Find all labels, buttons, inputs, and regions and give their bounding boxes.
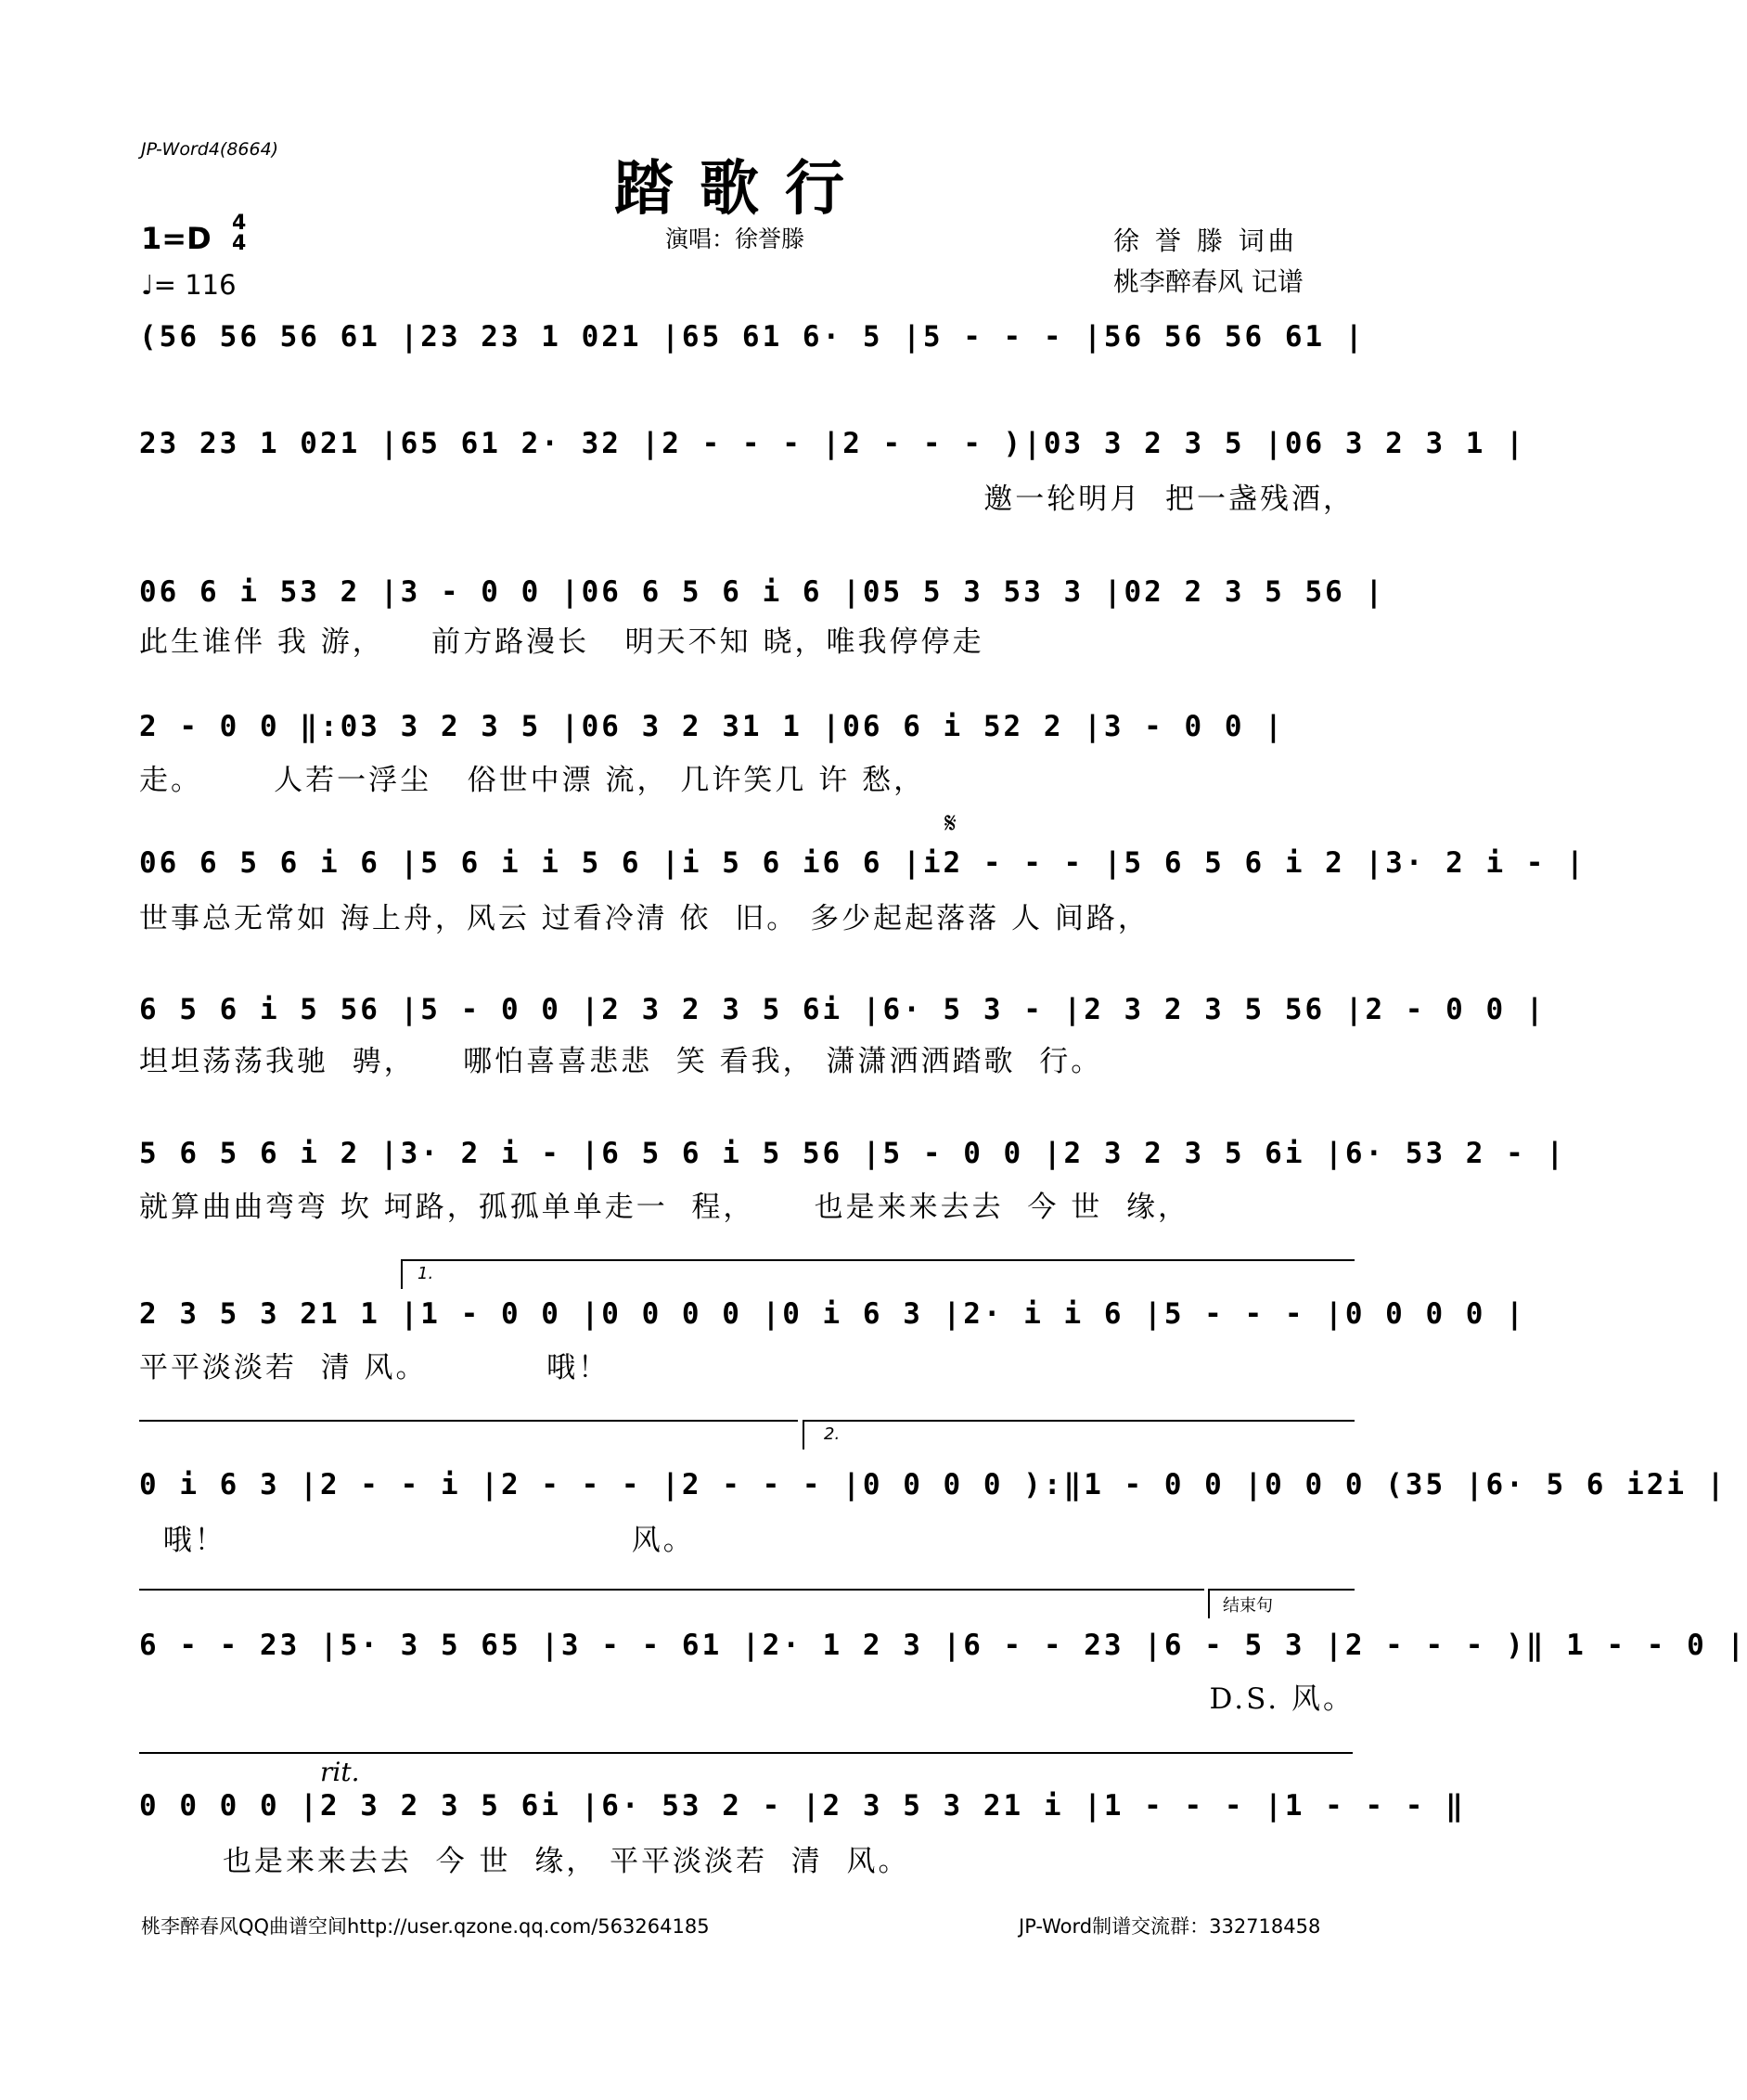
system-notes: 2 3 5 3 21 1 |1 - 0 0 |0 0 0 0 |0 i 6 3 |2· i i 6 |5 - - - |0 0 0 0 | [139,1297,1526,1331]
system-notes: 6 5 6 i 5 56 |5 - 0 0 |2 3 2 3 5 6i |6· 5 3 - |2 3 2 3 5 56 |2 - 0 0 | [139,993,1547,1026]
staff-line-top [139,1420,798,1422]
system-notes: 0 i 6 3 |2 - - i |2 - - - |2 - - - |0 0 0 0 ):‖1 - 0 0 |0 0 0 (35 |6· 5 6 i2i | [139,1468,1728,1501]
score-system-2 [139,427,1526,538]
time-signature [232,213,246,254]
score-system-6 [139,993,1547,1104]
footer-right-credit: JP-Word制谱交流群：332718458 [1019,1915,1321,1938]
system-lyrics: D.S. 风。 [1209,1682,1355,1716]
system-notes: 2 - 0 0 ‖:03 3 2 3 5 |06 3 2 31 1 |06 6 i 52 2 |3 - 0 0 | [139,710,1285,743]
staff-line-top [139,1752,1353,1754]
volta-bracket-2 [803,1420,1355,1449]
system-lyrics: 就算曲曲弯弯 坎 坷路，孤孤单单走一 程， 也是来来去去 今 世 缘， [139,1191,1189,1224]
system-lyrics: 也是来来去去 今 世 缘， 平平淡淡若 清 风。 [139,1845,910,1878]
system-lyrics: 平平淡淡若 清 风。 哦！ [139,1351,610,1385]
system-lyrics: 世事总无常如 海上舟，风云 过看冷清 依 旧。 多少起起落落 人 间路， [139,902,1150,935]
volta-label-1: 1. [417,1264,434,1283]
system-lyrics: 哦！ 风。 [139,1524,695,1557]
system-notes: 6 - - 23 |5· 3 5 65 |3 - - 61 |2· 1 2 3 |6 - - 23 |6 - 5 3 |2 - - - )‖ 1 - - 0 | [139,1629,1747,1662]
score-system-9 [139,1468,1728,1579]
score-system-7 [139,1137,1567,1248]
system-notes: 06 6 5 6 i 6 |5 6 i i 5 6 |i 5 6 i6 6 |i2 - - - |5 6 5 6 i 2 |3· 2 i - | [139,846,1586,880]
system-notes: (56 56 56 61 |23 23 1 021 |65 61 6· 5 |5 - - - |56 56 56 61 | [139,320,1366,354]
ritardando-mark: rit. [320,1757,360,1787]
footer-left-credit: 桃李醉春风QQ曲谱空间http://user.qzone.qq.com/563264185 [141,1915,710,1938]
segno-sign: 𝄋 [944,807,957,840]
time-signature-bottom: 4 [232,232,247,255]
song-title: 踏歌行 [614,154,870,224]
key-signature: 1=D [141,221,212,256]
singer-credit: 演唱：徐誉滕 [665,225,805,252]
time-signature-top: 4 [232,212,247,235]
staff-line-top [139,1589,1204,1591]
score-system-5 [139,846,1586,958]
volta-label-2: 2. [824,1424,841,1444]
system-lyrics: 坦坦荡荡我驰 骋， 哪怕喜喜悲悲 笑 看我， 潇潇洒洒踏歌 行。 [139,1045,1103,1078]
volta-bracket-1 [401,1259,1355,1289]
version-label: JP-Word4(8664) [141,139,279,160]
tempo-marking: ♩= 116 [141,269,237,301]
score-system-11 [139,1789,1466,1900]
system-notes: 23 23 1 021 |65 61 2· 32 |2 - - - |2 - - - )|03 3 2 3 5 |06 3 2 3 1 | [139,427,1526,460]
system-notes: 06 6 i 53 2 |3 - 0 0 |06 6 5 6 i 6 |05 5 3 53 3 |02 2 3 5 56 | [139,575,1386,609]
score-system-10 [139,1629,1747,1740]
system-notes: 5 6 5 6 i 2 |3· 2 i - |6 5 6 i 5 56 |5 - 0 0 |2 3 2 3 5 6i |6· 53 2 - | [139,1137,1567,1170]
score-system-1 [139,320,1366,432]
score-system-3 [139,575,1386,687]
system-lyrics: 走。 人若一浮尘 俗世中漂 流， 几许笑几 许 愁， [139,764,926,797]
system-notes: 0 0 0 0 |2 3 2 3 5 6i |6· 53 2 - |2 3 5 3 21 i |1 - - - |1 - - - ‖ [139,1789,1466,1823]
transcriber-credit: 桃李醉春风 记谱 [1113,266,1304,297]
system-lyrics: 此生谁伴 我 游， 前方路漫长 明天不知 晓，唯我停停走 [139,625,984,659]
score-system-4 [139,710,1355,821]
system-lyrics: 邀一轮明月 把一盏残酒， [983,483,1355,516]
lyricist-composer-credit: 徐 誉 滕 词曲 [1113,225,1298,256]
score-system-8 [139,1297,1526,1409]
coda-label: 结束句 [1223,1596,1273,1616]
